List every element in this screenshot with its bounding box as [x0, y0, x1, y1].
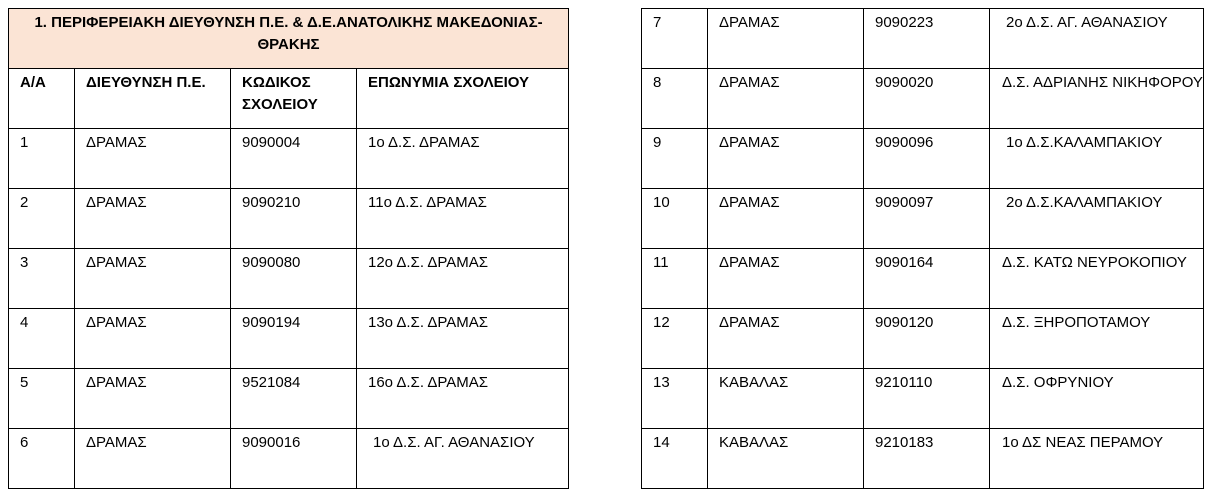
- cell-directorate: ΔΡΑΜΑΣ: [75, 189, 231, 249]
- cell-aa: 14: [642, 429, 708, 489]
- table-row: [642, 249, 1204, 309]
- cell-school-code: 9210183: [864, 429, 990, 489]
- table-row: [9, 249, 569, 309]
- cell-aa: 9: [642, 129, 708, 189]
- header-school-name: ΕΠΩΝΥΜΙΑ ΣΧΟΛΕΙΟΥ: [357, 69, 569, 129]
- cell-school-name: 1ο Δ.Σ.ΚΑΛΑΜΠΑΚΙΟΥ: [990, 129, 1204, 189]
- table-row: [642, 69, 1204, 129]
- cell-directorate: ΔΡΑΜΑΣ: [708, 189, 864, 249]
- table-row: [642, 9, 1204, 69]
- cell-school-name: 1ο Δ.Σ. ΔΡΑΜΑΣ: [357, 129, 569, 189]
- schools-table-left: [8, 8, 569, 489]
- table-row: [9, 369, 569, 429]
- table-row: [642, 189, 1204, 249]
- cell-school-code: 9521084: [231, 369, 357, 429]
- cell-aa: 8: [642, 69, 708, 129]
- cell-directorate: ΔΡΑΜΑΣ: [708, 129, 864, 189]
- table-row: [9, 129, 569, 189]
- cell-school-code: 9090004: [231, 129, 357, 189]
- table-row: [642, 369, 1204, 429]
- cell-school-name: Δ.Σ. ΚΑΤΩ ΝΕΥΡΟΚΟΠΙΟΥ: [990, 249, 1204, 309]
- cell-directorate: ΔΡΑΜΑΣ: [75, 429, 231, 489]
- cell-directorate: ΔΡΑΜΑΣ: [708, 309, 864, 369]
- cell-school-code: 9090164: [864, 249, 990, 309]
- cell-school-name: Δ.Σ. ΟΦΡΥΝΙΟΥ: [990, 369, 1204, 429]
- cell-aa: 12: [642, 309, 708, 369]
- cell-aa: 7: [642, 9, 708, 69]
- cell-school-name: 2ο Δ.Σ.ΚΑΛΑΜΠΑΚΙΟΥ: [990, 189, 1204, 249]
- header-directorate: ΔΙΕΥΘΥΝΣΗ Π.Ε.: [75, 69, 231, 129]
- cell-school-name: 13ο Δ.Σ. ΔΡΑΜΑΣ: [357, 309, 569, 369]
- cell-school-name: 12ο Δ.Σ. ΔΡΑΜΑΣ: [357, 249, 569, 309]
- cell-school-name: 11ο Δ.Σ. ΔΡΑΜΑΣ: [357, 189, 569, 249]
- cell-school-name: Δ.Σ. ΞΗΡΟΠΟΤΑΜΟΥ: [990, 309, 1204, 369]
- cell-directorate: ΔΡΑΜΑΣ: [75, 369, 231, 429]
- cell-aa: 2: [9, 189, 75, 249]
- cell-school-name: 1ο Δ.Σ. ΑΓ. ΑΘΑΝΑΣΙΟΥ: [357, 429, 569, 489]
- cell-school-name: 16ο Δ.Σ. ΔΡΑΜΑΣ: [357, 369, 569, 429]
- cell-school-code: 9090016: [231, 429, 357, 489]
- table-row: [642, 429, 1204, 489]
- cell-directorate: ΔΡΑΜΑΣ: [708, 9, 864, 69]
- cell-aa: 1: [9, 129, 75, 189]
- cell-directorate: ΚΑΒΑΛΑΣ: [708, 429, 864, 489]
- cell-school-name: 2ο Δ.Σ. ΑΓ. ΑΘΑΝΑΣΙΟΥ: [990, 9, 1204, 69]
- cell-directorate: ΔΡΑΜΑΣ: [75, 129, 231, 189]
- cell-school-code: 9090223: [864, 9, 990, 69]
- cell-directorate: ΔΡΑΜΑΣ: [708, 69, 864, 129]
- cell-school-code: 9090210: [231, 189, 357, 249]
- cell-school-code: 9090097: [864, 189, 990, 249]
- cell-school-name: Δ.Σ. ΑΔΡΙΑΝΗΣ ΝΙΚΗΦΟΡΟΥ: [990, 69, 1204, 129]
- cell-aa: 11: [642, 249, 708, 309]
- table-title: 1. ΠΕΡΙΦΕΡΕΙΑΚΗ ΔΙΕΥΘΥΝΣΗ Π.Ε. & Δ.Ε.ΑΝΑΤΟΛΙΚΗΣ ΜΑΚΕΔΟΝΙΑΣ-ΘΡΑΚΗΣ: [9, 9, 569, 69]
- header-school-code: ΚΩΔΙΚΟΣ ΣΧΟΛΕΙΟΥ: [231, 69, 357, 129]
- cell-directorate: ΔΡΑΜΑΣ: [75, 309, 231, 369]
- cell-school-code: 9090194: [231, 309, 357, 369]
- schools-table-right: [641, 8, 1204, 489]
- header-aa: Α/Α: [9, 69, 75, 129]
- table-row: [642, 129, 1204, 189]
- cell-school-code: 9090080: [231, 249, 357, 309]
- table-row: [9, 189, 569, 249]
- cell-aa: 5: [9, 369, 75, 429]
- cell-school-code: 9090096: [864, 129, 990, 189]
- cell-aa: 6: [9, 429, 75, 489]
- table-row: [9, 309, 569, 369]
- table-row: [9, 429, 569, 489]
- cell-directorate: ΚΑΒΑΛΑΣ: [708, 369, 864, 429]
- cell-directorate: ΔΡΑΜΑΣ: [75, 249, 231, 309]
- cell-school-code: 9210110: [864, 369, 990, 429]
- cell-school-code: 9090020: [864, 69, 990, 129]
- cell-school-name: 1ο ΔΣ ΝΕΑΣ ΠΕΡΑΜΟΥ: [990, 429, 1204, 489]
- table-row: [642, 309, 1204, 369]
- cell-aa: 13: [642, 369, 708, 429]
- cell-school-code: 9090120: [864, 309, 990, 369]
- cell-aa: 10: [642, 189, 708, 249]
- cell-aa: 4: [9, 309, 75, 369]
- cell-aa: 3: [9, 249, 75, 309]
- cell-directorate: ΔΡΑΜΑΣ: [708, 249, 864, 309]
